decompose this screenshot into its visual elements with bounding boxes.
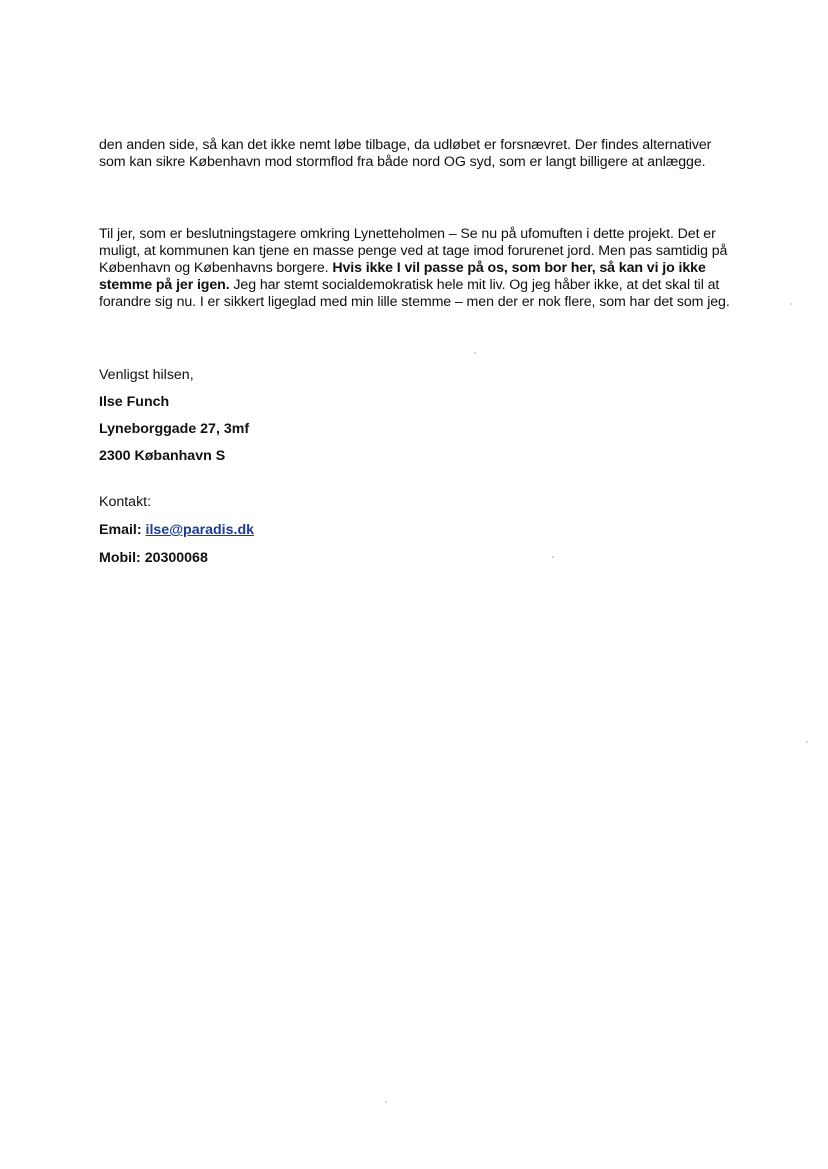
email-label: Email: [99,522,142,538]
email-row [99,522,254,539]
greeting: Venligst hilsen, [99,367,194,383]
mobile-row [99,550,208,567]
paragraph-2-text-start: Til jer, som er beslutningstagere omkring Lynetteholmen – Se nu på ufomuften i dette projekt. Det er muligt, at kommunen kan tjene en masse penge ved at tage imod forurenet jord. Men pas samtidig på København og Københavns borgere. [99,226,728,276]
sender-name: Ilse Funch [99,394,170,410]
contact-heading: Kontakt: [99,494,152,510]
scan-speck [474,352,476,354]
letter-paragraph-1 [99,137,739,171]
email-link[interactable]: ilse@paradis.dk [145,522,254,538]
sender-city: 2300 Købanhavn S [99,448,226,464]
mobile-number: 20300068 [144,550,208,566]
paragraph-2-text-end: Jeg har stemt socialdemokratisk hele mit liv. Og jeg håber ikke, at det skal til at forandre sig nu. I er sikkert ligeglad med min lille stemme – men der er nok flere, som har det som jeg. [99,277,730,310]
scan-speck [385,1101,387,1103]
mobile-label: Mobil: [99,550,141,566]
letter-paragraph-2 [99,226,739,311]
scan-speck [790,303,792,305]
paragraph-2-bold-text: Hvis ikke I vil passe på os, som bor her, så kan vi jo ikke stemme på jer igen. [99,260,706,293]
sender-street: Lyneborggade 27, 3mf [99,421,250,437]
paragraph-1-text: den anden side, så kan det ikke nemt løbe tilbage, da udløbet er forsnævret. Der findes alternativer som kan sikre København mod stormflod fra både nord OG syd, som er langt billigere at anlægge. [99,137,712,170]
scan-speck [806,741,808,743]
scan-speck [552,556,554,558]
